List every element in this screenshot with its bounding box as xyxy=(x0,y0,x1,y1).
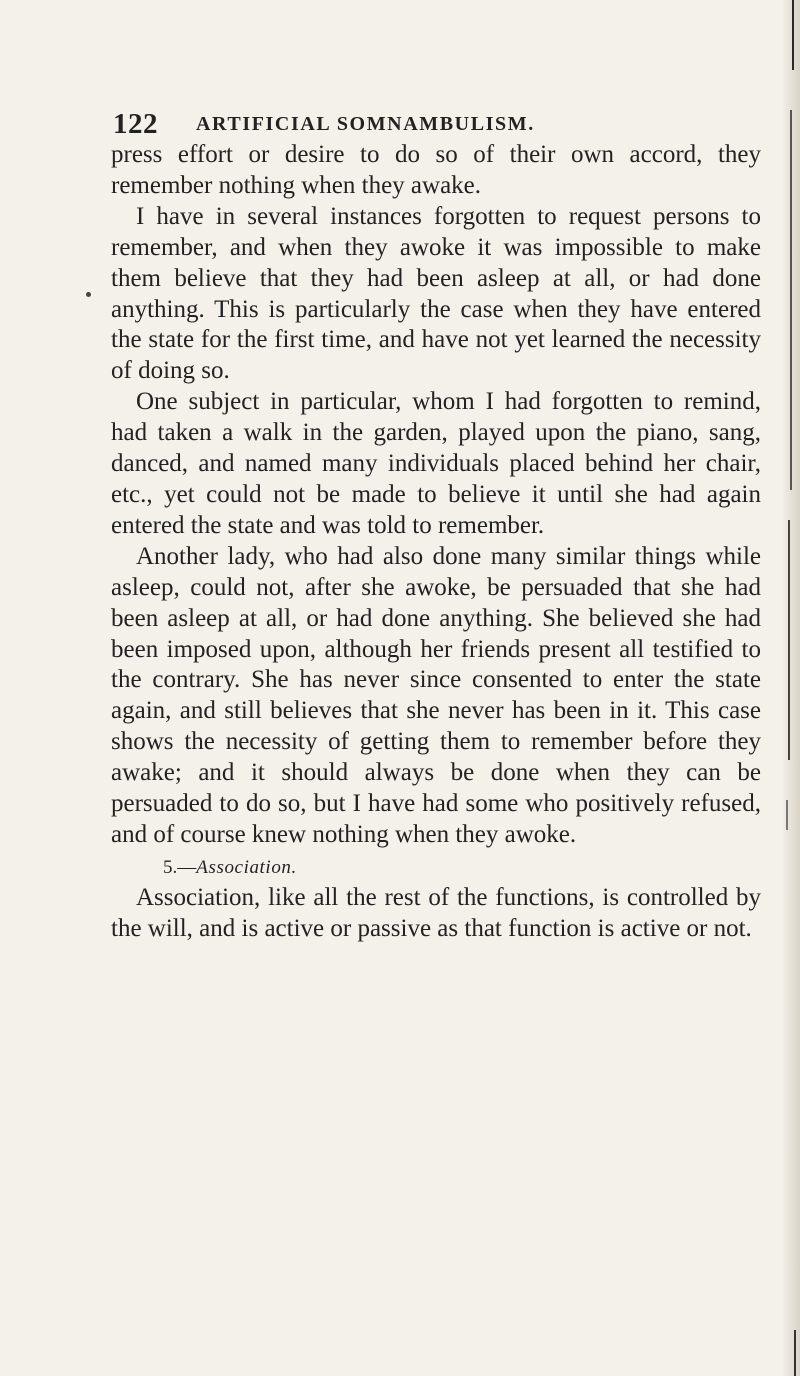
page-number: 122 xyxy=(113,108,158,140)
section-title: Association. xyxy=(196,856,297,878)
section-number: 5.— xyxy=(163,856,197,878)
page-edge-line xyxy=(792,0,794,70)
page-edge-shadow xyxy=(782,0,800,1376)
margin-mark xyxy=(86,292,91,297)
paragraph: press effort or desire to do so of their own accord, they remember nothing when they awake. xyxy=(111,141,761,199)
body-text xyxy=(111,140,761,945)
page-edge-line xyxy=(786,800,788,830)
paragraph: One subject in particular, whom I had forgotten to remind, had taken a walk in the garden, played upon the piano, sang, danced, and named many individuals placed behind her chair, etc., yet could not be made to believe it until she had again entered the state and was told to remember. xyxy=(111,388,761,539)
page-edge-line xyxy=(794,1330,796,1376)
section-heading xyxy=(111,853,761,883)
paragraph: I have in several instances forgotten to request persons to remember, and when they awoke it was impossible to make them believe that they had been asleep at all, or had done anything. This is particularly the case when they have entered the state for the first time, and have not yet learned the necessity of doing so. xyxy=(111,202,761,385)
paragraph: Association, like all the rest of the functions, is controlled by the will, and is active or passive as that function is active or not. xyxy=(111,883,761,942)
page-edge-line xyxy=(790,110,792,490)
page-header xyxy=(113,108,753,144)
page-edge-line xyxy=(788,520,790,760)
running-head: ARTIFICIAL SOMNAMBULISM. xyxy=(196,113,535,135)
paragraph: Another lady, who had also done many similar things while asleep, could not, after she awoke, be persuaded that she had been asleep at all, or had done anything. She believed she had been imposed upon, although her friends present all testified to the contrary. She has never since consented to enter the state again, and still believes that she never has been in it. This case shows the necessity of getting them to remember before they awake; and it should always be done when they can be persuaded to do so, but I have had some who positively refused, and of course knew nothing when they awoke. xyxy=(111,542,761,848)
